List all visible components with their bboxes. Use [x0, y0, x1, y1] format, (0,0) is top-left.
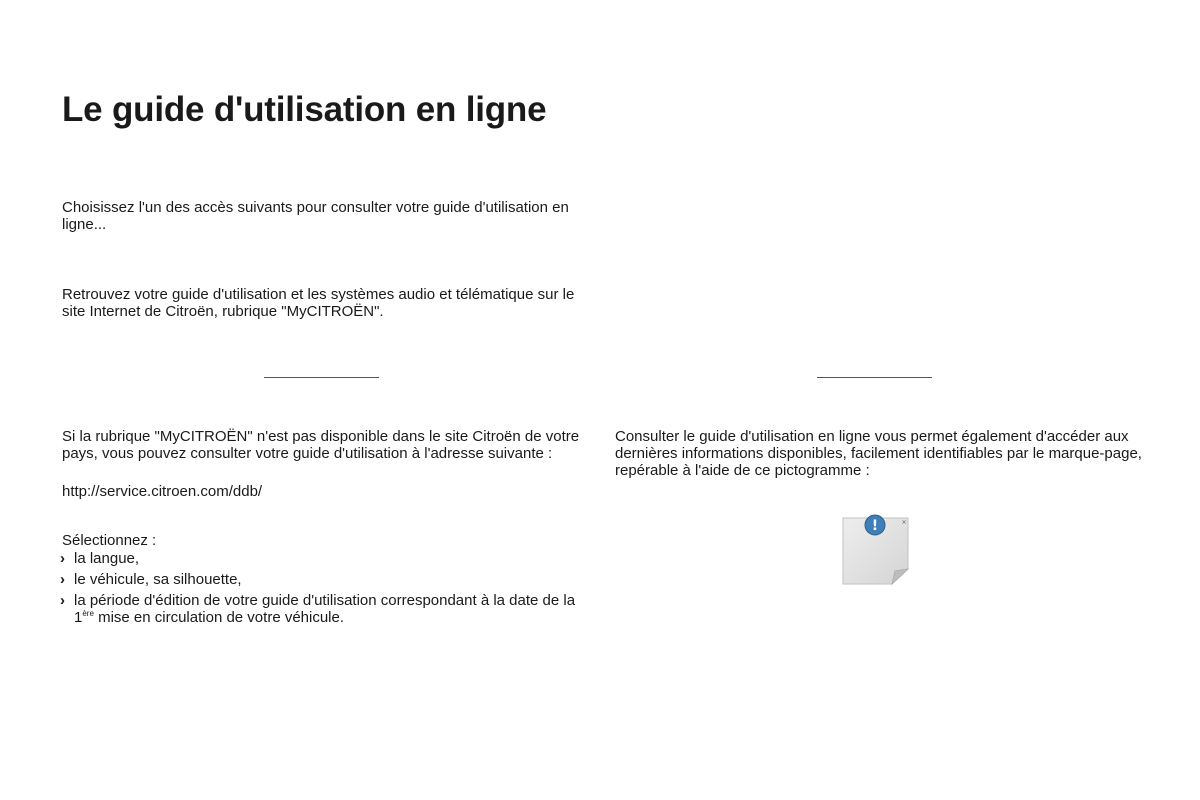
chevron-right-icon: › — [60, 592, 65, 609]
info-badge-glyph: ! — [871, 518, 879, 534]
divider-left — [264, 377, 379, 378]
chevron-right-icon: › — [60, 550, 65, 567]
list-item-text-end: mise en circulation de votre véhicule. — [93, 609, 345, 626]
guide-url: http://service.citroen.com/ddb/ — [62, 483, 263, 500]
bookmark-paragraph: Consulter le guide d'utilisation en ligne vous permet également d'accéder aux dernières informations disponibles, facilement identifiables par le marque-page, repérable à l'aide de ce pictogramme : — [615, 428, 1142, 479]
unavailable-paragraph: Si la rubrique "MyCITROËN" n'est pas disponible dans le site Citroën de votre pays, vous pouvez consulter votre guide d'utilisation à l'adresse suivante : — [62, 428, 580, 462]
divider-right — [817, 377, 932, 378]
close-icon: × — [901, 519, 907, 526]
chevron-right-icon: › — [60, 571, 65, 588]
list-item — [60, 550, 590, 567]
page-title: Le guide d'utilisation en ligne — [62, 90, 547, 129]
ordinal-superscript: ère — [82, 609, 94, 618]
website-paragraph: Retrouvez votre guide d'utilisation et les systèmes audio et télématique sur le site Internet de Citroën, rubrique "MyCITROËN". — [62, 286, 575, 320]
list-item-text: la langue, — [74, 550, 140, 567]
list-item — [60, 592, 590, 626]
list-item — [60, 571, 590, 588]
intro-paragraph: Choisissez l'un des accès suivants pour consulter votre guide d'utilisation en ligne... — [62, 199, 569, 233]
list-item-text-start: la période d'édition de votre guide d'utilisation correspondant à la date de la 1 — [74, 592, 576, 626]
list-item-text: le véhicule, sa silhouette, — [74, 571, 242, 588]
bookmark-info-icon — [840, 513, 912, 587]
list-item-text — [74, 592, 575, 626]
selection-label: Sélectionnez : — [62, 532, 157, 549]
selection-list — [60, 550, 590, 630]
